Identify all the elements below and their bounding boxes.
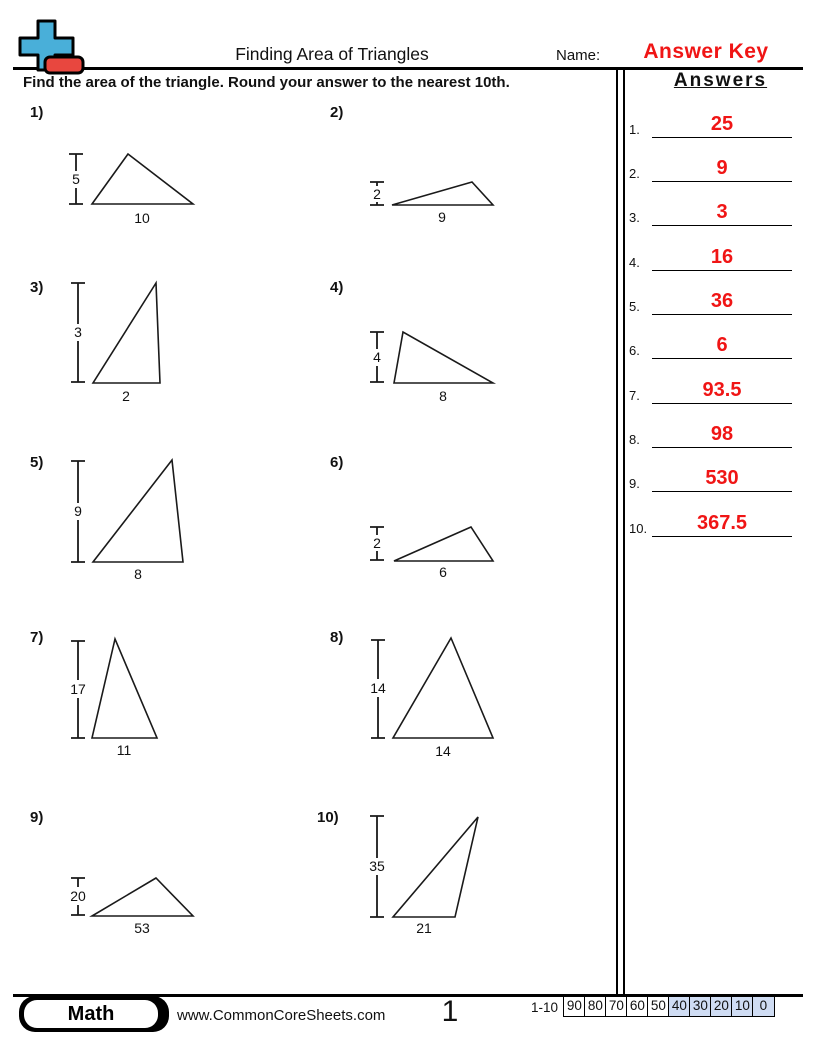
answer-number: 2.: [629, 166, 640, 181]
answer-row-10: [629, 507, 792, 537]
grade-cell: 30: [689, 996, 712, 1017]
answer-number: 10.: [629, 521, 648, 536]
answer-value: 98: [710, 423, 734, 445]
height-label: 5: [72, 171, 80, 187]
triangle-figure-7: [20, 620, 320, 795]
page-number: 1: [441, 995, 459, 1028]
triangle-figure-2: [320, 95, 620, 270]
triangle-shape: [92, 639, 157, 738]
problem-number: 2): [330, 104, 344, 121]
answer-blank-line: [652, 422, 792, 448]
answers-title: Answers: [673, 70, 768, 91]
answer-value: 9: [716, 157, 728, 179]
triangle-figure-9: [20, 800, 320, 975]
triangle-shape: [392, 182, 493, 205]
height-label: 9: [74, 503, 82, 519]
answer-value: 367.5: [696, 512, 748, 534]
base-label: 8: [134, 566, 142, 582]
page-title: Finding Area of Triangles: [235, 44, 429, 64]
answer-value: 3: [716, 201, 728, 223]
subject-badge: [19, 996, 169, 1032]
problem-7: [20, 620, 320, 795]
grade-table: [563, 996, 775, 1017]
answer-blank-line: [652, 466, 792, 492]
triangle-figure-1: [20, 95, 320, 270]
triangle-shape: [92, 878, 193, 916]
answer-number: 1.: [629, 122, 640, 137]
problem-number: 4): [330, 279, 344, 296]
name-label: Name:: [556, 47, 601, 64]
answer-row-5: [629, 285, 792, 315]
triangle-figure-5: [20, 445, 320, 620]
problem-number: 9): [30, 809, 44, 826]
instruction-text: Find the area of the triangle. Round your answer to the nearest 10th.: [23, 74, 510, 91]
answer-key-text: Answer Key: [643, 40, 769, 63]
answer-row-6: [629, 329, 792, 359]
base-label: 21: [416, 920, 432, 936]
problem-5: [20, 445, 320, 620]
base-label: 9: [438, 209, 446, 225]
problem-number: 3): [30, 279, 44, 296]
answer-number: 6.: [629, 343, 640, 358]
triangle-shape: [92, 154, 193, 204]
answer-number: 5.: [629, 299, 640, 314]
problem-6: [320, 445, 620, 620]
triangle-shape: [394, 332, 493, 383]
answer-blank-line: [652, 245, 792, 271]
problem-9: [20, 800, 320, 975]
height-label: 14: [370, 680, 386, 696]
answer-number: 4.: [629, 255, 640, 270]
grade-cell: 0: [752, 996, 775, 1017]
triangle-figure-6: [320, 445, 620, 620]
height-label: 17: [70, 681, 86, 697]
triangle-figure-3: [20, 270, 320, 445]
triangle-figure-8: [320, 620, 620, 795]
answer-row-4: [629, 241, 792, 271]
grade-cell: 10: [731, 996, 754, 1017]
answer-blank-line: [652, 333, 792, 359]
website-text: www.CommonCoreSheets.com: [177, 1007, 386, 1024]
answer-value: 6: [716, 334, 728, 356]
height-label: 35: [369, 858, 385, 874]
triangle-shape: [393, 638, 493, 738]
answer-blank-line: [652, 289, 792, 315]
grade-cell: 20: [710, 996, 733, 1017]
grade-cell: 50: [647, 996, 670, 1017]
problem-number: 7): [30, 629, 44, 646]
answer-row-9: [629, 462, 792, 492]
base-label: 14: [435, 743, 451, 759]
answer-value: 530: [705, 467, 739, 489]
problem-number: 10): [317, 809, 339, 826]
grade-cell: 90: [563, 996, 586, 1017]
answer-blank-line: [652, 200, 792, 226]
answer-row-8: [629, 418, 792, 448]
triangle-shape: [93, 460, 183, 562]
answer-number: 7.: [629, 388, 640, 403]
problem-2: [320, 95, 620, 270]
problem-number: 8): [330, 629, 344, 646]
answer-value: 36: [710, 290, 734, 312]
problem-number: 5): [30, 454, 44, 471]
answer-blank-line: [652, 112, 792, 138]
answer-value: 25: [710, 113, 734, 135]
height-label: 2: [373, 535, 381, 551]
base-label: 10: [134, 210, 150, 226]
answer-number: 3.: [629, 210, 640, 225]
answer-blank-line: [652, 511, 792, 537]
answer-number: 8.: [629, 432, 640, 447]
triangle-shape: [393, 817, 478, 917]
problem-number: 6): [330, 454, 344, 471]
answer-number: 9.: [629, 476, 640, 491]
problem-10: [317, 800, 620, 975]
height-label: 20: [70, 888, 86, 904]
base-label: 11: [116, 742, 132, 758]
triangle-shape: [394, 527, 493, 561]
height-label: 3: [74, 324, 82, 340]
problem-8: [320, 620, 620, 795]
grade-range-label: 1-10: [530, 1000, 558, 1015]
problem-3: [20, 270, 320, 445]
height-label: 2: [373, 186, 381, 202]
problem-4: [320, 270, 620, 445]
plus-minus-logo-icon: [14, 14, 90, 80]
subject-label: Math: [24, 1000, 158, 1028]
answer-blank-line: [652, 378, 792, 404]
answer-row-3: [629, 196, 792, 226]
base-label: 53: [134, 920, 150, 936]
grade-cell: 40: [668, 996, 691, 1017]
problem-1: [20, 95, 320, 270]
triangle-figure-10: [320, 800, 620, 975]
base-label: 6: [439, 564, 447, 580]
base-label: 8: [439, 388, 447, 404]
height-label: 4: [373, 349, 381, 365]
answer-row-7: [629, 374, 792, 404]
grade-cell: 70: [605, 996, 628, 1017]
problem-number: 1): [30, 104, 44, 121]
answer-value: 93.5: [702, 379, 742, 401]
answer-value: 16: [710, 246, 734, 268]
answer-blank-line: [652, 156, 792, 182]
base-label: 2: [122, 388, 130, 404]
grade-cell: 80: [584, 996, 607, 1017]
grade-cell: 60: [626, 996, 649, 1017]
triangle-shape: [93, 283, 160, 383]
answer-row-1: [629, 108, 792, 138]
answer-row-2: [629, 152, 792, 182]
triangle-figure-4: [320, 270, 620, 445]
